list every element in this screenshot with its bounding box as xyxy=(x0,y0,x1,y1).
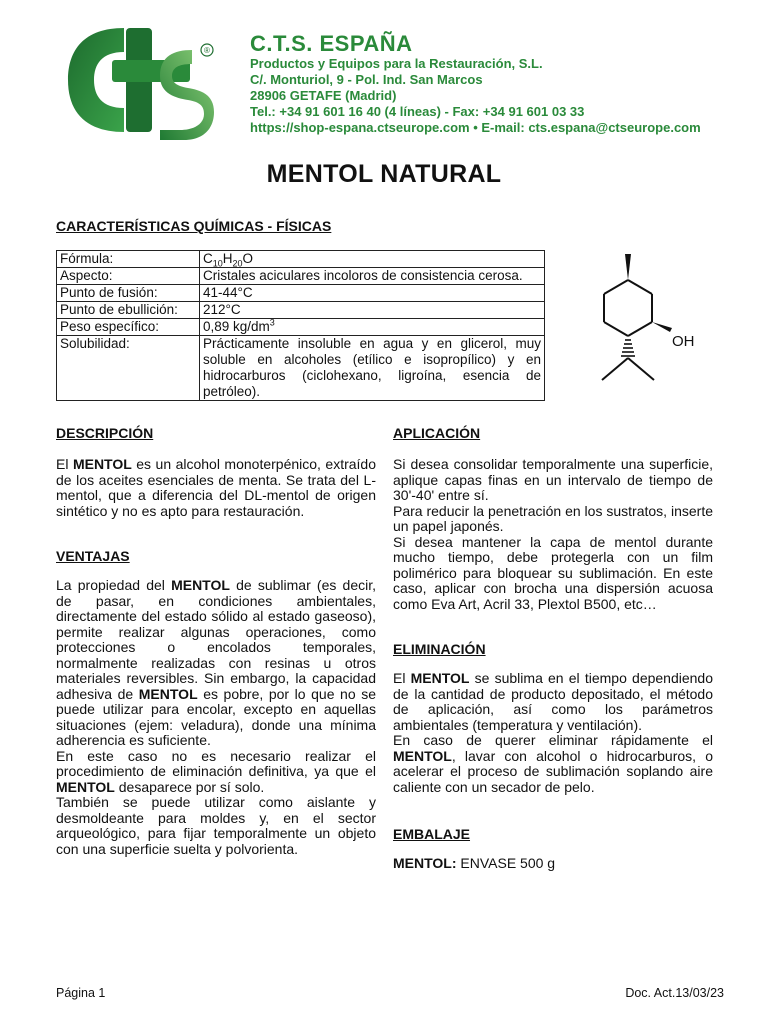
paragraph: Si desea consolidar temporalmente una superficie, aplique capas finas en un intervalo de tiempo de 30'-40' entre sí. xyxy=(393,456,713,503)
document-title: MENTOL NATURAL xyxy=(266,160,502,188)
company-line: Productos y Equipos para la Restauración, S.L. xyxy=(250,56,543,71)
property-value: $C_{10}H_{20}O$ xyxy=(200,251,545,268)
paragraph: En este caso no es necesario realizar el procedimiento de eliminación definitiva, ya que el MENTOL desaparece por sí solo. xyxy=(56,747,376,795)
paragraph: La propiedad del MENTOL de sublimar (es decir, de pasar, en condiciones ambientales, directamente del estado sólido al estado gaseoso), permite realizar algunas operaciones, como protecciones o encolados temporales, normalmente realizadas con resinas u otros materiales reversibles. Sin embargo, la capacidad adhesiva de MENTOL es pobre, por lo que no se puede utilizar para encolar, excepto en aquellas situaciones (ejem: veladura), donde una mínima adherencia es suficiente. xyxy=(56,577,377,748)
embalaje-body xyxy=(393,856,713,872)
table-row xyxy=(57,336,545,401)
paragraph: El MENTOL se sublima en el tiempo dependiendo de la cantidad de producto depositado, el método de aplicación, así como los parámetros ambientales (temperatura y ventilación). xyxy=(393,670,713,733)
embalaje-heading: EMBALAJE xyxy=(393,826,471,842)
table-row xyxy=(57,251,545,268)
registered-mark: ® xyxy=(204,46,210,55)
eliminacion-heading: ELIMINACIÓN xyxy=(393,641,486,657)
aplicacion-body xyxy=(393,457,713,612)
paragraph: El MENTOL es un alcohol monoterpénico, extraído de los aceites esenciales de menta. Se trata del L-mentol, que a diferencia del DL-mentol de origen sintético y no es apto para restauración. xyxy=(56,456,377,519)
property-key: Punto de ebullición: xyxy=(57,302,200,319)
property-value: 41-44°C xyxy=(200,285,545,302)
props-heading: CARACTERÍSTICAS QUÍMICAS - FÍSICAS xyxy=(56,218,332,234)
descripcion-heading: DESCRIPCIÓN xyxy=(56,425,154,441)
property-key: Fórmula: xyxy=(57,251,200,268)
paragraph: Si desea mantener la capa de mentol durante mucho tiempo, debe protegerla con un film polimérico para bloquear su sublimación. En este caso, aplicar con brocha una dispersión acuosa como Eva Art, Acril 33, Plextol B500, etc… xyxy=(393,533,713,612)
company-line: Tel.: +34 91 601 16 40 (4 líneas) - Fax: +34 91 601 03 33 xyxy=(250,104,585,119)
property-key: Punto de fusión: xyxy=(57,285,200,302)
table-row xyxy=(57,302,545,319)
company-line: https://shop-espana.ctseurope.com • E-mail: cts.espana@ctseurope.com xyxy=(250,120,701,135)
oh-label: OH xyxy=(672,333,695,350)
paragraph: Para reducir la penetración en los sustratos, inserte un papel japonés. xyxy=(393,502,713,534)
company-header xyxy=(250,32,701,136)
property-value: 0,89 $kg/dm^3$ xyxy=(200,319,545,336)
table-row xyxy=(57,285,545,302)
property-value: Cristales aciculares incoloros de consistencia cerosa. xyxy=(200,268,545,285)
company-line: C/. Monturiol, 9 - Pol. Ind. San Marcos xyxy=(250,72,483,87)
doc-date: Doc. Act.13/03/23 xyxy=(625,986,724,1000)
properties-table xyxy=(56,250,545,401)
property-key: Solubilidad: xyxy=(57,336,200,401)
paragraph: En caso de querer eliminar rápidamente el MENTOL, lavar con alcohol o hidrocarburos, o acelerar el proceso de sublimación soplando aire caliente con un secador de pelo. xyxy=(393,732,713,795)
ventajas-heading: VENTAJAS xyxy=(56,548,130,564)
property-key: Peso específico: xyxy=(57,319,200,336)
eliminacion-body xyxy=(393,671,713,795)
ventajas-body xyxy=(56,578,376,857)
paragraph: MENTOL: ENVASE 500 g xyxy=(393,855,556,871)
company-name: C.T.S. ESPAÑA xyxy=(250,31,413,56)
aplicacion-heading: APLICACIÓN xyxy=(393,425,481,441)
table-row xyxy=(57,319,545,336)
property-key: Aspecto: xyxy=(57,268,200,285)
menthol-structure-diagram xyxy=(590,250,710,390)
cts-logo xyxy=(64,20,214,146)
table-row xyxy=(57,268,545,285)
paragraph: También se puede utilizar como aislante y desmoldeante para moldes y, en el sector arqueológico, para fijar temporalmente un objeto con una superficie suelta y polvorienta. xyxy=(56,794,376,857)
property-value: Prácticamente insoluble en agua y en glicerol, muy soluble en alcoholes (etílico e isopropílico) y en hidrocarburos (ciclohexano, ligroína, esencia de petróleo). xyxy=(200,336,545,401)
company-line: 28906 GETAFE (Madrid) xyxy=(250,88,397,103)
property-value: 212°C xyxy=(200,302,545,319)
descripcion-body xyxy=(56,457,376,519)
page-number: Página 1 xyxy=(56,986,106,1000)
